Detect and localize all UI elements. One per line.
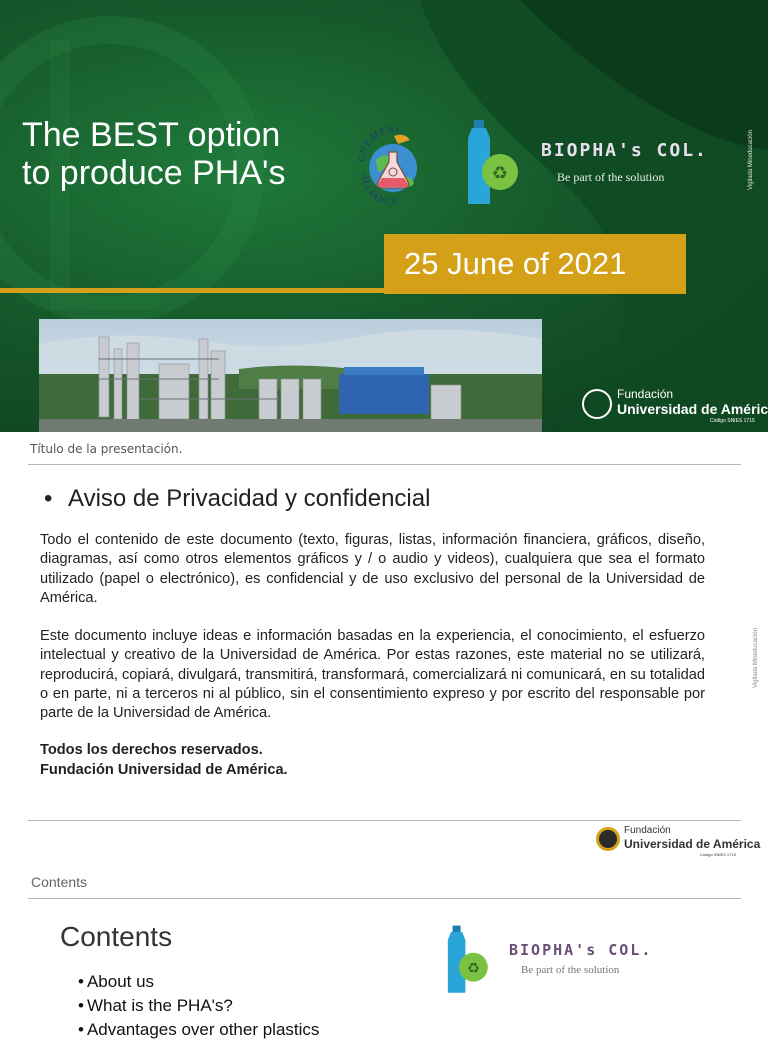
fundacion-label: Fundación [617, 387, 674, 401]
foundation-name: Fundación Universidad de América. [40, 762, 288, 778]
university-name: Universidad de América [624, 837, 761, 851]
university-emblem-icon [582, 389, 612, 419]
slide-header: Título de la presentación. [30, 442, 183, 456]
rights-reserved: Todos los derechos reservados. [40, 742, 263, 758]
biopha-brand: BIOPHA's COL. [509, 941, 653, 959]
contents-item: • Advantages over other plastics [78, 1018, 319, 1042]
slide-header: Contents [31, 874, 88, 890]
biopha-bottle-logo [464, 118, 520, 208]
header-divider [28, 464, 741, 465]
contents-slide [0, 866, 768, 1039]
privacy-paragraph-1: Todo el contenido de este documento (texto, figuras, listas, información financiera, gráficos, diseño, diagramas, así como otros elementos gráficos y / o audio y videos), cualquiera que sea el formato utilizado (papel o electrónico), es confidencial y de uso exclusivo del personal de la Universidad de América. [40, 532, 705, 606]
university-name: Universidad de América [617, 401, 776, 417]
snies-code: Código SNIES 1715 [710, 418, 755, 424]
side-note: Vigilada Mineducación [748, 130, 754, 190]
biopha-bottle-logo [442, 924, 492, 996]
chemeng-arc-bottom: ALLIANCE [358, 173, 399, 209]
contents-item: • What is the PHA's? [78, 994, 319, 1018]
biopha-tagline: Be part of the solution [521, 964, 620, 976]
industrial-plant-photo [39, 319, 542, 432]
privacy-paragraph-2: Este documento incluye ideas e información basadas en la experiencia, el conocimiento, el esfuerzo intelectual y creativo de la Universidad de América. Por estas razones, este material no se utilizará, reproducirá, copiará, divulgará, transmitirá, transformará, comercializará ni comunicará, en su totalidad o en parte, ni a terceros ni al público, sin el consentimiento expreso y por escrito del responsable por parte de la Universidad de América. [40, 628, 705, 722]
university-emblem-icon [596, 827, 620, 851]
biopha-tagline: Be part of the solution [557, 170, 665, 184]
slide-title [22, 116, 352, 192]
privacy-slide [0, 432, 768, 866]
presentation-date: 25 June of 2021 [404, 246, 627, 281]
title-line-1: The BEST option [22, 116, 281, 154]
title-line-2: to produce PHA's [22, 154, 286, 192]
contents-title: Contents [60, 921, 173, 952]
footer-divider [28, 820, 741, 821]
chemeng-arc-top: CHEMENG [356, 124, 405, 163]
title-slide [0, 0, 776, 432]
privacy-heading [44, 485, 430, 513]
contents-list [78, 970, 319, 1042]
snies-code: Código SNIES 1715 [700, 852, 736, 857]
privacy-heading-text: Aviso de Privacidad y confidencial [68, 485, 431, 512]
contents-item: • About us [78, 970, 319, 994]
header-divider [28, 898, 741, 899]
svg-text:♻: ♻ [491, 163, 509, 184]
chemeng-alliance-logo [356, 118, 430, 212]
date-banner [384, 234, 686, 294]
gold-divider [0, 288, 390, 293]
fundacion-label: Fundación [624, 825, 671, 836]
biopha-brand: BIOPHA's COL. [541, 140, 708, 161]
svg-text:♻: ♻ [466, 960, 480, 977]
side-note-2: Vigilada Mineducación [753, 628, 759, 688]
bullet-icon: • [44, 485, 53, 512]
